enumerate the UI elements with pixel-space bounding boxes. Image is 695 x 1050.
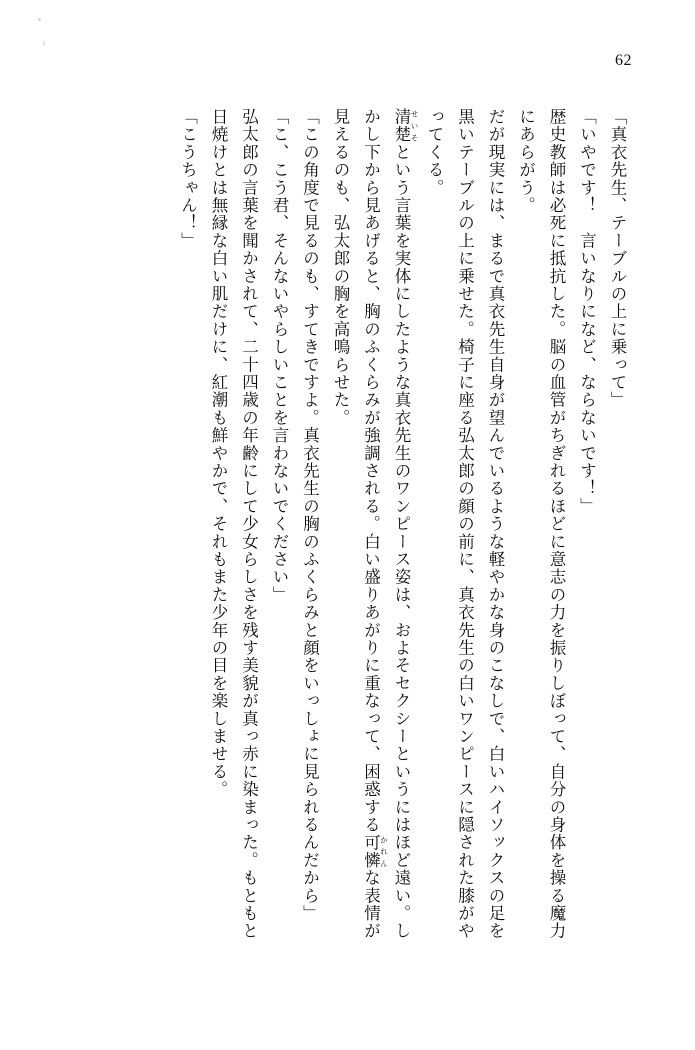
- paragraph: だが現実には、まるで真衣先生自身が望んでいるような軽やかな身のこなしで、白いハイソックスの足を黒いテーブルの上に乗せた。椅子に座る弘太郎の顔の前に、真衣先生の白いワンピースに隠された膝がやってくる。: [425, 108, 505, 940]
- paragraph: 「こ、こう君、そんないやらしいことを言わないでください」: [270, 108, 289, 604]
- page-number: 62: [615, 52, 632, 69]
- paragraph-with-ruby: [325, 108, 419, 953]
- paragraph-text-b: な表情が見えるのも、弘太郎の胸を高鳴らせた。: [331, 108, 381, 940]
- paragraph: 歴史教師は必死に抵抗した。脳の血管がちぎれるほどに意志の力を振りしぼって、自分の身体を操る魔力にあらがう。: [516, 108, 566, 940]
- paragraph: 「こうちゃん！」: [178, 108, 198, 250]
- paragraph: 「真衣先生、テーブルの上に乗って」: [608, 108, 627, 409]
- scan-speck-icon: [38, 18, 41, 21]
- ruby-seiso: 清楚 せいそ: [392, 108, 419, 144]
- ruby-karen: 可憐 かれん: [361, 833, 389, 870]
- novel-body-text: [66, 108, 632, 953]
- scan-speck-icon: [43, 41, 45, 46]
- paragraph: 「この角度で見るのも、すてきですよ。真衣先生の胸のふくらみと顔をいっしょに見られるんだから」: [300, 108, 320, 923]
- paragraph: 「いやです！ 言いなりになど、ならないです！」: [577, 108, 597, 516]
- paragraph-text-a: という言葉を実体にしたような真衣先生のワンピース姿は、およそセクシーというにはほど遠い。しかし下から見あげると、胸のふくらみが強調される。白い盛りあがりに重なって、困惑する: [361, 108, 411, 940]
- paragraph: 弘太郎の言葉を聞かされて、二十四歳の年齢にして少女らしさを残す美貌が真っ赤に染まった。もともと日焼けとは無縁な白い肌だけに、紅潮も鮮やかで、それもまた少年の目を楽しませる。: [209, 108, 259, 940]
